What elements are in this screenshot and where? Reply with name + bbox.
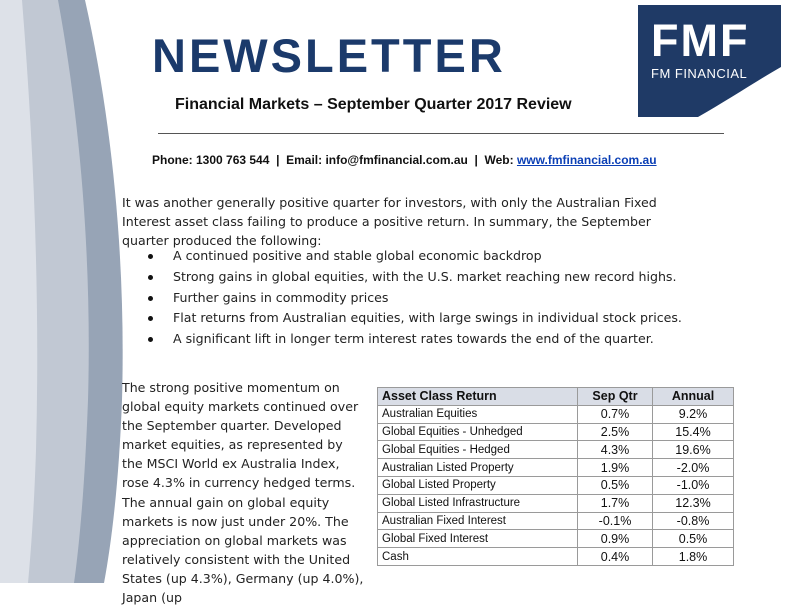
table-row bbox=[378, 476, 734, 494]
bullet-icon bbox=[148, 275, 153, 280]
asset-class-cell: Australian Fixed Interest bbox=[378, 512, 578, 530]
table-row bbox=[378, 512, 734, 530]
annual-cell: -2.0% bbox=[653, 459, 734, 477]
sep-qtr-cell: -0.1% bbox=[578, 512, 653, 530]
list-item bbox=[145, 246, 682, 267]
asset-class-cell: Global Equities - Unhedged bbox=[378, 423, 578, 441]
intro-paragraph: It was another generally positive quarter for investors, with only the Australian Fixed Interest asset class failing to produce a positive return. In summary, the September quarter produced the following: bbox=[122, 195, 657, 248]
bullet-icon bbox=[148, 316, 153, 321]
bullet-icon bbox=[148, 254, 153, 259]
asset-class-cell: Australian Listed Property bbox=[378, 459, 578, 477]
table-row bbox=[378, 423, 734, 441]
bullet-icon bbox=[148, 337, 153, 342]
asset-class-cell: Global Listed Property bbox=[378, 476, 578, 494]
column-header-asset-class: Asset Class Return bbox=[378, 388, 578, 406]
asset-class-cell: Global Listed Infrastructure bbox=[378, 494, 578, 512]
annual-cell: -1.0% bbox=[653, 476, 734, 494]
sep-qtr-cell: 2.5% bbox=[578, 423, 653, 441]
table-header-row bbox=[378, 388, 734, 406]
list-item bbox=[145, 329, 682, 350]
table-row bbox=[378, 459, 734, 477]
asset-class-cell: Cash bbox=[378, 548, 578, 566]
bullet-text: Further gains in commodity prices bbox=[173, 289, 389, 305]
table-row bbox=[378, 441, 734, 459]
list-item bbox=[145, 288, 682, 309]
sep-qtr-cell: 0.4% bbox=[578, 548, 653, 566]
asset-class-cell: Global Equities - Hedged bbox=[378, 441, 578, 459]
logo-company-name: FM FINANCIAL bbox=[651, 66, 748, 81]
equity-markets-paragraph: The strong positive momentum on global equity markets continued over the September quarter. Developed market equities, as represented by the MSCI World ex Australia Index, rose 4.3% in currency hedged terms. The annual gain on global equity markets is now just under 20%. The appreciation on global markets was relatively consistent with the United States (up 4.3%), Germany (up 4.0%), Japan (up bbox=[122, 380, 364, 606]
website-link[interactable]: www.fmfinancial.com.au bbox=[516, 153, 657, 167]
annual-cell: 15.4% bbox=[653, 423, 734, 441]
newsletter-title: NEWSLETTER bbox=[152, 29, 506, 82]
annual-cell: 9.2% bbox=[653, 405, 734, 423]
contact-line bbox=[152, 153, 657, 167]
bullet-text: A continued positive and stable global economic backdrop bbox=[173, 248, 542, 263]
annual-cell: 1.8% bbox=[653, 548, 734, 566]
annual-cell: -0.8% bbox=[653, 512, 734, 530]
annual-cell: 0.5% bbox=[653, 530, 734, 548]
sep-qtr-cell: 0.9% bbox=[578, 530, 653, 548]
summary-bullet-list bbox=[145, 246, 682, 350]
annual-cell: 19.6% bbox=[653, 441, 734, 459]
asset-class-cell: Global Fixed Interest bbox=[378, 530, 578, 548]
header-divider bbox=[158, 133, 724, 134]
column-header-annual: Annual bbox=[653, 388, 734, 406]
logo-mark: FMF bbox=[651, 15, 750, 66]
bullet-text: Strong gains in global equities, with the U.S. market reaching new record highs. bbox=[173, 268, 677, 284]
sep-qtr-cell: 0.7% bbox=[578, 405, 653, 423]
table-row bbox=[378, 548, 734, 566]
list-item bbox=[145, 267, 682, 288]
bullet-text: Flat returns from Australian equities, with large swings in individual stock prices. bbox=[173, 310, 682, 326]
asset-class-returns-table bbox=[377, 387, 734, 566]
sep-qtr-cell: 0.5% bbox=[578, 476, 653, 494]
annual-cell: 12.3% bbox=[653, 494, 734, 512]
contact-details: Phone: 1300 763 544 | Email: info@fmfinancial.com.au | Web: bbox=[152, 153, 517, 167]
sep-qtr-cell: 4.3% bbox=[578, 441, 653, 459]
column-header-sep-qtr: Sep Qtr bbox=[578, 388, 653, 406]
asset-class-cell: Australian Equities bbox=[378, 405, 578, 423]
newsletter-subtitle: Financial Markets – September Quarter 2017 Review bbox=[175, 96, 572, 113]
bullet-icon bbox=[148, 296, 153, 301]
table-row bbox=[378, 530, 734, 548]
list-item bbox=[145, 308, 682, 329]
table-row bbox=[378, 405, 734, 423]
table-row bbox=[378, 494, 734, 512]
bullet-text: A significant lift in longer term interest rates towards the end of the quarter. bbox=[173, 331, 654, 347]
sep-qtr-cell: 1.9% bbox=[578, 459, 653, 477]
sep-qtr-cell: 1.7% bbox=[578, 494, 653, 512]
